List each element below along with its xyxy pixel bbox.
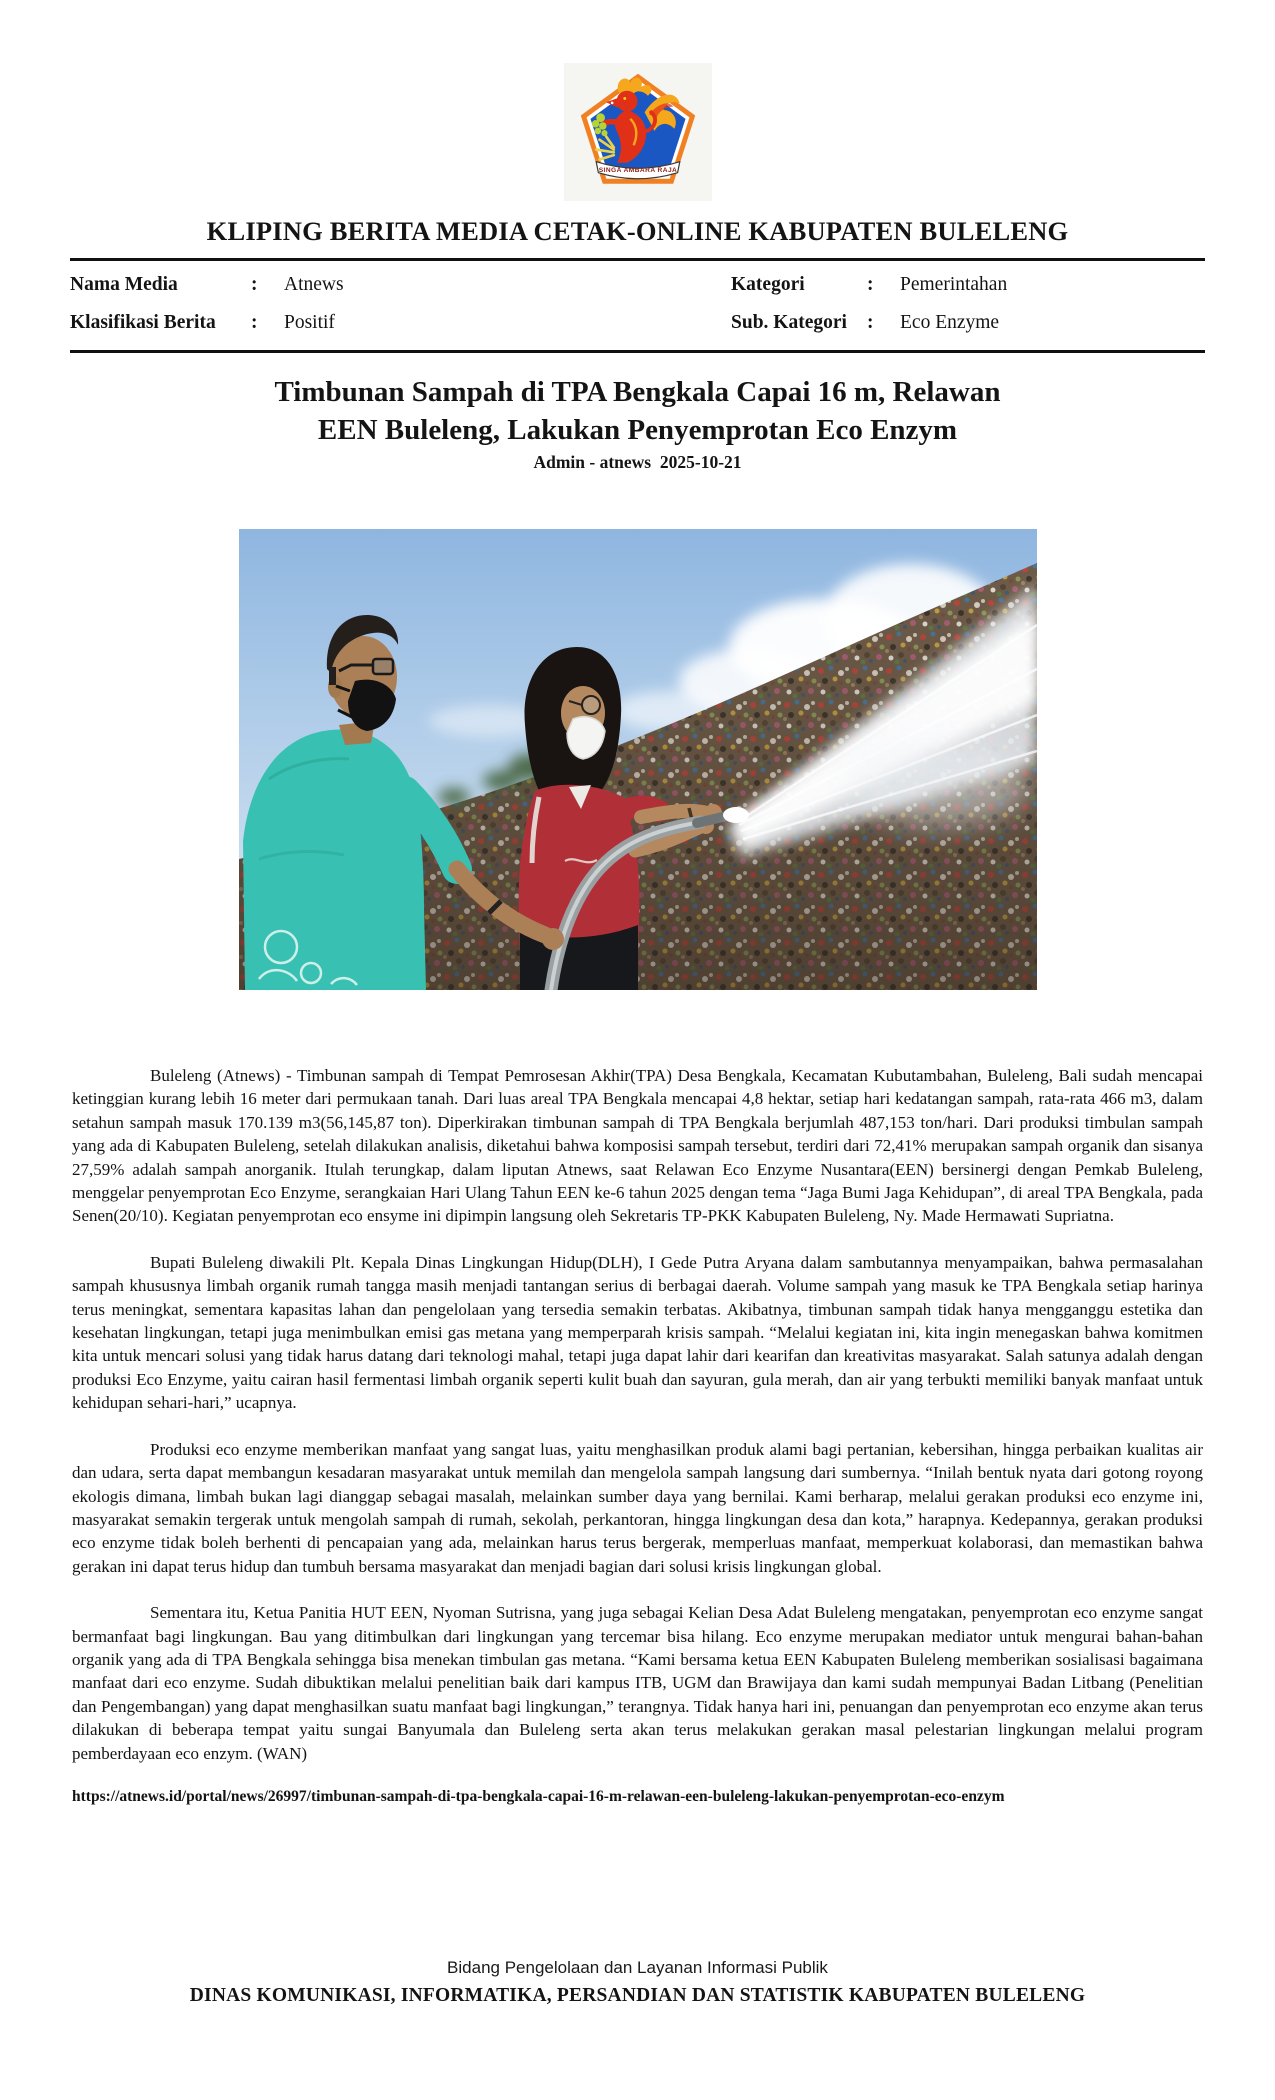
meta-value: Atnews xyxy=(284,274,344,295)
article-paragraph-1: Buleleng (Atnews) - Timbunan sampah di Tempat Pemrosesan Akhir(TPA) Desa Bengkala, Kecamatan Kubutambahan, Buleleng, Bali sudah mencapai ketinggian kurang lebih 16 meter dari permukaan tanah. Dari luas areal TPA Bengkala mencapai 4,8 hektar, setiap hari kedatangan sampah, rata-rata 466 m3, dalam setahun sampah masuk 170.139 m3(56,145,87 ton). Diperkirakan timbunan sampah di TPA Bengkala berjumlah 487,153 ton/hari. Dari produksi timbulan sampah yang ada di Kabupaten Buleleng, setelah dilakukan analisis, diketahui bahwa komposisi sampah tersebut, terdiri dari 72,41% merupakan sampah organik dan sisanya 27,59% adalah sampah anorganik. Itulah terungkap, dalam liputan Atnews, saat Relawan Eco Enzyme Nusantara(EEN) bersinergi dengan Pemkab Buleleng, menggelar penyemprotan Eco Enzyme, serangkaian Hari Ulang Tahun EEN ke-6 tahun 2025 dengan tema “Jaga Bumi Jaga Kehidupan”, di areal TPA Bengkala, pada Senen(20/10). Kegiatan penyemprotan eco ensyme ini dipimpin langsung oleh Sekretaris TP-PKK Kabupaten Buleleng, Ny. Made Hermawati Supriatna. xyxy=(72,1066,1203,1226)
article-paragraph-2: Bupati Buleleng diwakili Plt. Kepala Dinas Lingkungan Hidup(DLH), I Gede Putra Aryana dalam sambutannya menyampaikan, bahwa permasalahan sampah khususnya limbah organik rumah tangga masih menjadi tantangan serius di berbagai daerah. Volume sampah yang masuk ke TPA Bengkala setiap harinya terus meningkat, sementara kapasitas lahan dan pengelolaan yang tersedia semakin terbatas. Akibatnya, timbunan sampah tidak hanya mengganggu estetika dan kesehatan lingkungan, tetapi juga menimbulkan emisi gas metana yang memperparah krisis sampah. “Melalui kegiatan ini, kita ingin menegaskan bahwa komitmen kita untuk mencari solusi yang tidak harus datang dari teknologi mahal, tetapi juga dapat lahir dari kearifan dan kreativitas masyarakat. Salah satunya adalah dengan produksi Eco Enzyme, yaitu cairan hasil fermentasi limbah organik seperti kulit buah dan sayuran, gula merah, dan air yang terbukti memiliki banyak manfaat untuk kehidupan sehari-hari,” ucapnya. xyxy=(72,1252,1203,1413)
meta-label: Sub. Kategori xyxy=(731,312,847,333)
footer-bidang: Bidang Pengelolaan dan Layanan Informasi Publik xyxy=(447,1958,828,1977)
meta-kategori xyxy=(731,270,1205,300)
meta-label: Nama Media xyxy=(70,274,178,295)
article-paragraph-3: Produksi eco enzyme memberikan manfaat yang sangat luas, yaitu menghasilkan produk alami bagi pertanian, kebersihan, hingga perbaikan kualitas air dan udara, serta dapat membangun kesadaran masyarakat untuk memilah dan mengelola sampah langsung dari sumbernya. “Inilah bentuk nyata dari gotong royong ekologis dimana, limbah bukan lagi dianggap sebagai masalah, melainkan sumber daya yang bernilai. Kami berharap, melalui gerakan produksi eco enzyme ini, masyarakat semakin tergerak untuk mengolah sampah di rumah, sekolah, perkantoran, hingga lingkungan desa dan kota,” harapnya. Kedepannya, gerakan produksi eco enzyme tidak boleh berhenti di pencapaian yang ada, melainkan harus terus bergerak, memperluas manfaat, memperkuat kolaborasi, dan memastikan bahwa gerakan ini dapat terus hidup dan tumbuh bersama masyarakat dan menjadi bagian dari solusi krisis lingkungan global. xyxy=(72,1439,1203,1576)
meta-label: Kategori xyxy=(731,274,805,295)
meta-value: Positif xyxy=(284,312,335,333)
meta-value: Pemerintahan xyxy=(900,274,1008,295)
page-title: KLIPING BERITA MEDIA CETAK-ONLINE KABUPATEN BULELENG xyxy=(206,216,1069,246)
article-title-line2: EEN Buleleng, Lakukan Penyemprotan Eco Enzym xyxy=(317,413,958,446)
logo-banner-text: SINGA AMBARA RAJA xyxy=(598,167,677,175)
metadata-table xyxy=(70,261,1205,350)
landfill-spraying-photo xyxy=(239,529,1037,990)
article-title-line1: Timbunan Sampah di TPA Bengkala Capai 16 m, Relawan xyxy=(274,376,1001,408)
page-footer xyxy=(0,1958,1275,2007)
article-byline: Admin - atnews 2025-10-21 xyxy=(533,452,742,472)
buleleng-logo xyxy=(564,63,712,201)
article-paragraph-4: Sementara itu, Ketua Panitia HUT EEN, Nyoman Sutrisna, yang juga sebagai Kelian Desa Adat Buleleng mengatakan, penyemprotan eco enzyme sangat bermanfaat bagi lingkungan. Bau yang ditimbulkan dari lingkungan yang tercemar bisa hilang. Eco enzyme merupakan mediator untuk mengurai bahan-bahan organik yang ada di TPA Bengkala sehingga bisa menekan timbulan gas metana. “Kami bersama ketua EEN Kabupaten Buleleng memberikan sosialisasi bagaimana manfaat dari eco enzyme. Sudah dibuktikan melalui penelitian baik dari kampus ITB, UGM dan Brawijaya dan kami sudah mempunyai Badan Litbang (Penelitian dan Pengembangan) yang dapat menghasilkan suatu manfaat bagi lingkungan,” terangnya. Tidak hanya hari ini, penuangan dan penyemprotan eco enzyme akan terus dilakukan di beberapa tempat yaitu sungai Banyumala dan Buleleng serta akan terus melakukan gerakan masal pelestarian lingkungan melalui program pemberdayaan eco enzym. (WAN) xyxy=(72,1603,1203,1763)
buleleng-coat-of-arms-icon xyxy=(572,70,704,194)
metadata-divider xyxy=(70,350,1205,353)
footer-dinas: DINAS KOMUNIKASI, INFORMATIKA, PERSANDIAN DAN STATISTIK KABUPATEN BULELENG xyxy=(189,1985,1086,2006)
meta-colon: : xyxy=(251,312,258,333)
meta-klasifikasi-berita xyxy=(70,308,731,338)
meta-colon: : xyxy=(867,312,874,333)
meta-label: Klasifikasi Berita xyxy=(70,312,216,333)
article-title xyxy=(120,374,1155,449)
article-photo xyxy=(239,529,1037,990)
source-url-link[interactable]: https://atnews.id/portal/news/26997/timbunan-sampah-di-tpa-bengkala-capai-16-m-relawan-een-buleleng-lakukan-penyemprotan-eco-enzym xyxy=(72,1787,1005,1805)
meta-colon: : xyxy=(867,274,874,295)
meta-nama-media xyxy=(70,270,731,300)
meta-colon: : xyxy=(251,274,258,295)
article-body xyxy=(72,1064,1203,1765)
meta-sub-kategori xyxy=(731,308,1205,338)
meta-value: Eco Enzyme xyxy=(900,312,1000,333)
